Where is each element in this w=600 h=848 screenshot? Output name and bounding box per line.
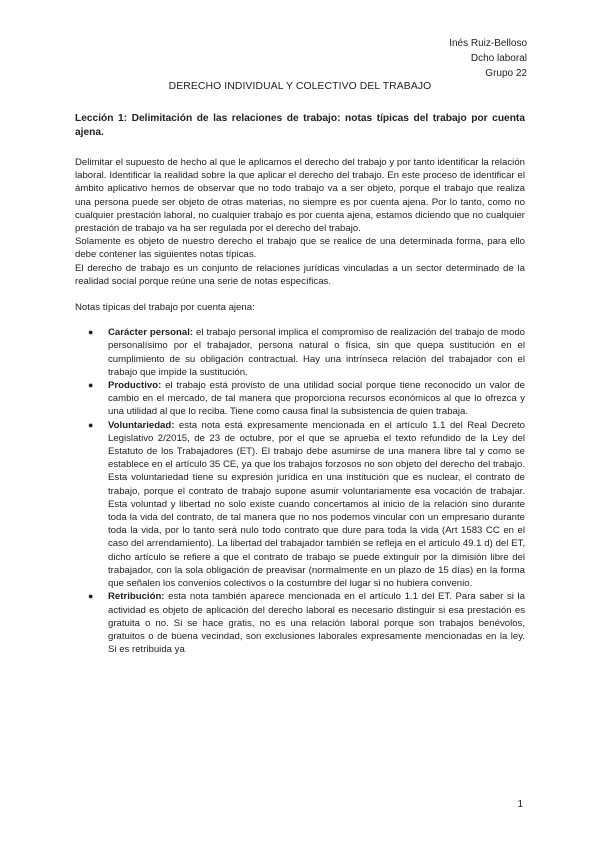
bullet-icon: ● bbox=[88, 591, 94, 602]
page-header bbox=[449, 36, 527, 81]
notes-intro: Notas típicas del trabajo por cuenta ajena: bbox=[75, 302, 255, 314]
group-label: Grupo 22 bbox=[485, 68, 527, 79]
document-body bbox=[75, 112, 525, 656]
author-name: Inés Ruiz-Belloso bbox=[449, 38, 527, 49]
note-text: esta nota también aparece mencionada en el artículo 1.1 del ET. Para saber si la actividad es objeto de aplicación del derecho laboral es necesario distinguir si esa prestación es gratuita o no. Si se hace gratis, no es una relación laboral porque son trabajos benévolos, gratuitos o de buena vecindad, son exclusiones laborales expresamente mencionadas en la ley. Si es retribuida ya bbox=[108, 591, 525, 656]
paragraph: El derecho de trabajo es un conjunto de relaciones jurídicas vinculadas a un sector determinado de la realidad social porque reúne una serie de notas específicas. bbox=[75, 262, 525, 287]
note-text: el trabajo personal implica el compromiso de realización del trabajo de modo personalísimo por el trabajador, persona natural o física, sin que quepa sustitución en el cumplimiento de su obligación contractual. Hay una intrínseca relación del trabajador con el trabajo que impide la sustitución. bbox=[108, 327, 526, 378]
list-item bbox=[75, 419, 525, 591]
bullet-icon: ● bbox=[88, 327, 94, 338]
document-title: DERECHO INDIVIDUAL Y COLECTIVO DEL TRABAJO bbox=[168, 81, 432, 92]
lesson-heading: Lección 1: Delimitación de las relaciones de trabajo: notas típicas del trabajo por cuenta ajena. bbox=[75, 113, 525, 138]
page-number: 1 bbox=[517, 799, 523, 810]
note-text: el trabajo está provisto de una utilidad social porque tiene reconocido un valor de cambio en el mercado, de tal manera que proporciona recursos económicos al que lo ofrezca y una utilidad al que lo reciba. Tiene como causa final la subsistencia de quien trabaja. bbox=[108, 380, 525, 418]
note-term: Carácter personal: bbox=[108, 327, 194, 339]
subject-name: Dcho laboral bbox=[470, 53, 527, 64]
note-text: esta nota está expresamente mencionada en el artículo 1.1 del Real Decreto Legislativo 2/2015, de 23 de octubre, por el que se aprueba el texto refundido de la Ley del Estatuto de los Trabajadores (ET). El trabajo debe asumirse de una manera libre tal y como se establece en el artículo 35 CE, ya que los trabajos forzosos no son objeto del derecho del trabajo. Esta voluntariedad tiene su expresión jurídica en una institución que es nuclear, el contrato de trabajo, porque el contrato de trabajo supone asumir voluntariamente esa vocación de trabajar. Esta voluntad y libertad no solo existe cuando concertamos al inicio de la relación sino durante toda la vida del contrato, de tal manera que no nos podemos vincular con un empresario durante toda la vida, por lo tanto será nulo todo contrato que dure para toda la vida (Art 1583 CC en el caso del arrendamiento). La libertad del trabajador también se refleja en el artículo 49.1 d) del ET, dicho artículo se refiere a que el contrato de trabajo se puede extinguir por la dimisión libre del trabajador, con la sola obligación de preavisar (normalmente en un plazo de 15 días) en la forma que señalen los convenios colectivos o la costumbre del lugar si no hubiera convenio. bbox=[108, 419, 525, 590]
list-item bbox=[75, 379, 525, 419]
list-item bbox=[75, 326, 525, 379]
bullet-icon: ● bbox=[88, 419, 94, 430]
list-item bbox=[75, 590, 525, 656]
paragraph: Solamente es objeto de nuestro derecho el trabajo que se realice de una determinada forma, para ello debe contener las siguientes notas típicas. bbox=[75, 236, 525, 261]
note-term: Voluntariedad: bbox=[108, 419, 175, 431]
paragraph: Delimitar el supuesto de hecho al que le aplicamos el derecho del trabajo y por tanto identificar la relación laboral. Identificar la realidad sobre la que aplicar el derecho del trabajo. En este proceso de identificar el ámbito aplicativo hemos de observar que no todo trabajo va a ser objeto, porque el trabajo que realiza una persona puede ser objeto de otras materias, no siempre es por cuenta ajena. Por lo tanto, como no cualquier prestación laboral, no cualquier trabajo es por cuenta ajena, estamos diciendo que no cualquier prestación de trabajo va ha ser regulada por el derecho del trabajo. bbox=[75, 157, 525, 235]
note-term: Productivo: bbox=[108, 380, 162, 392]
bullet-icon: ● bbox=[88, 380, 94, 391]
notes-list bbox=[75, 326, 525, 656]
note-term: Retribución: bbox=[108, 591, 165, 603]
